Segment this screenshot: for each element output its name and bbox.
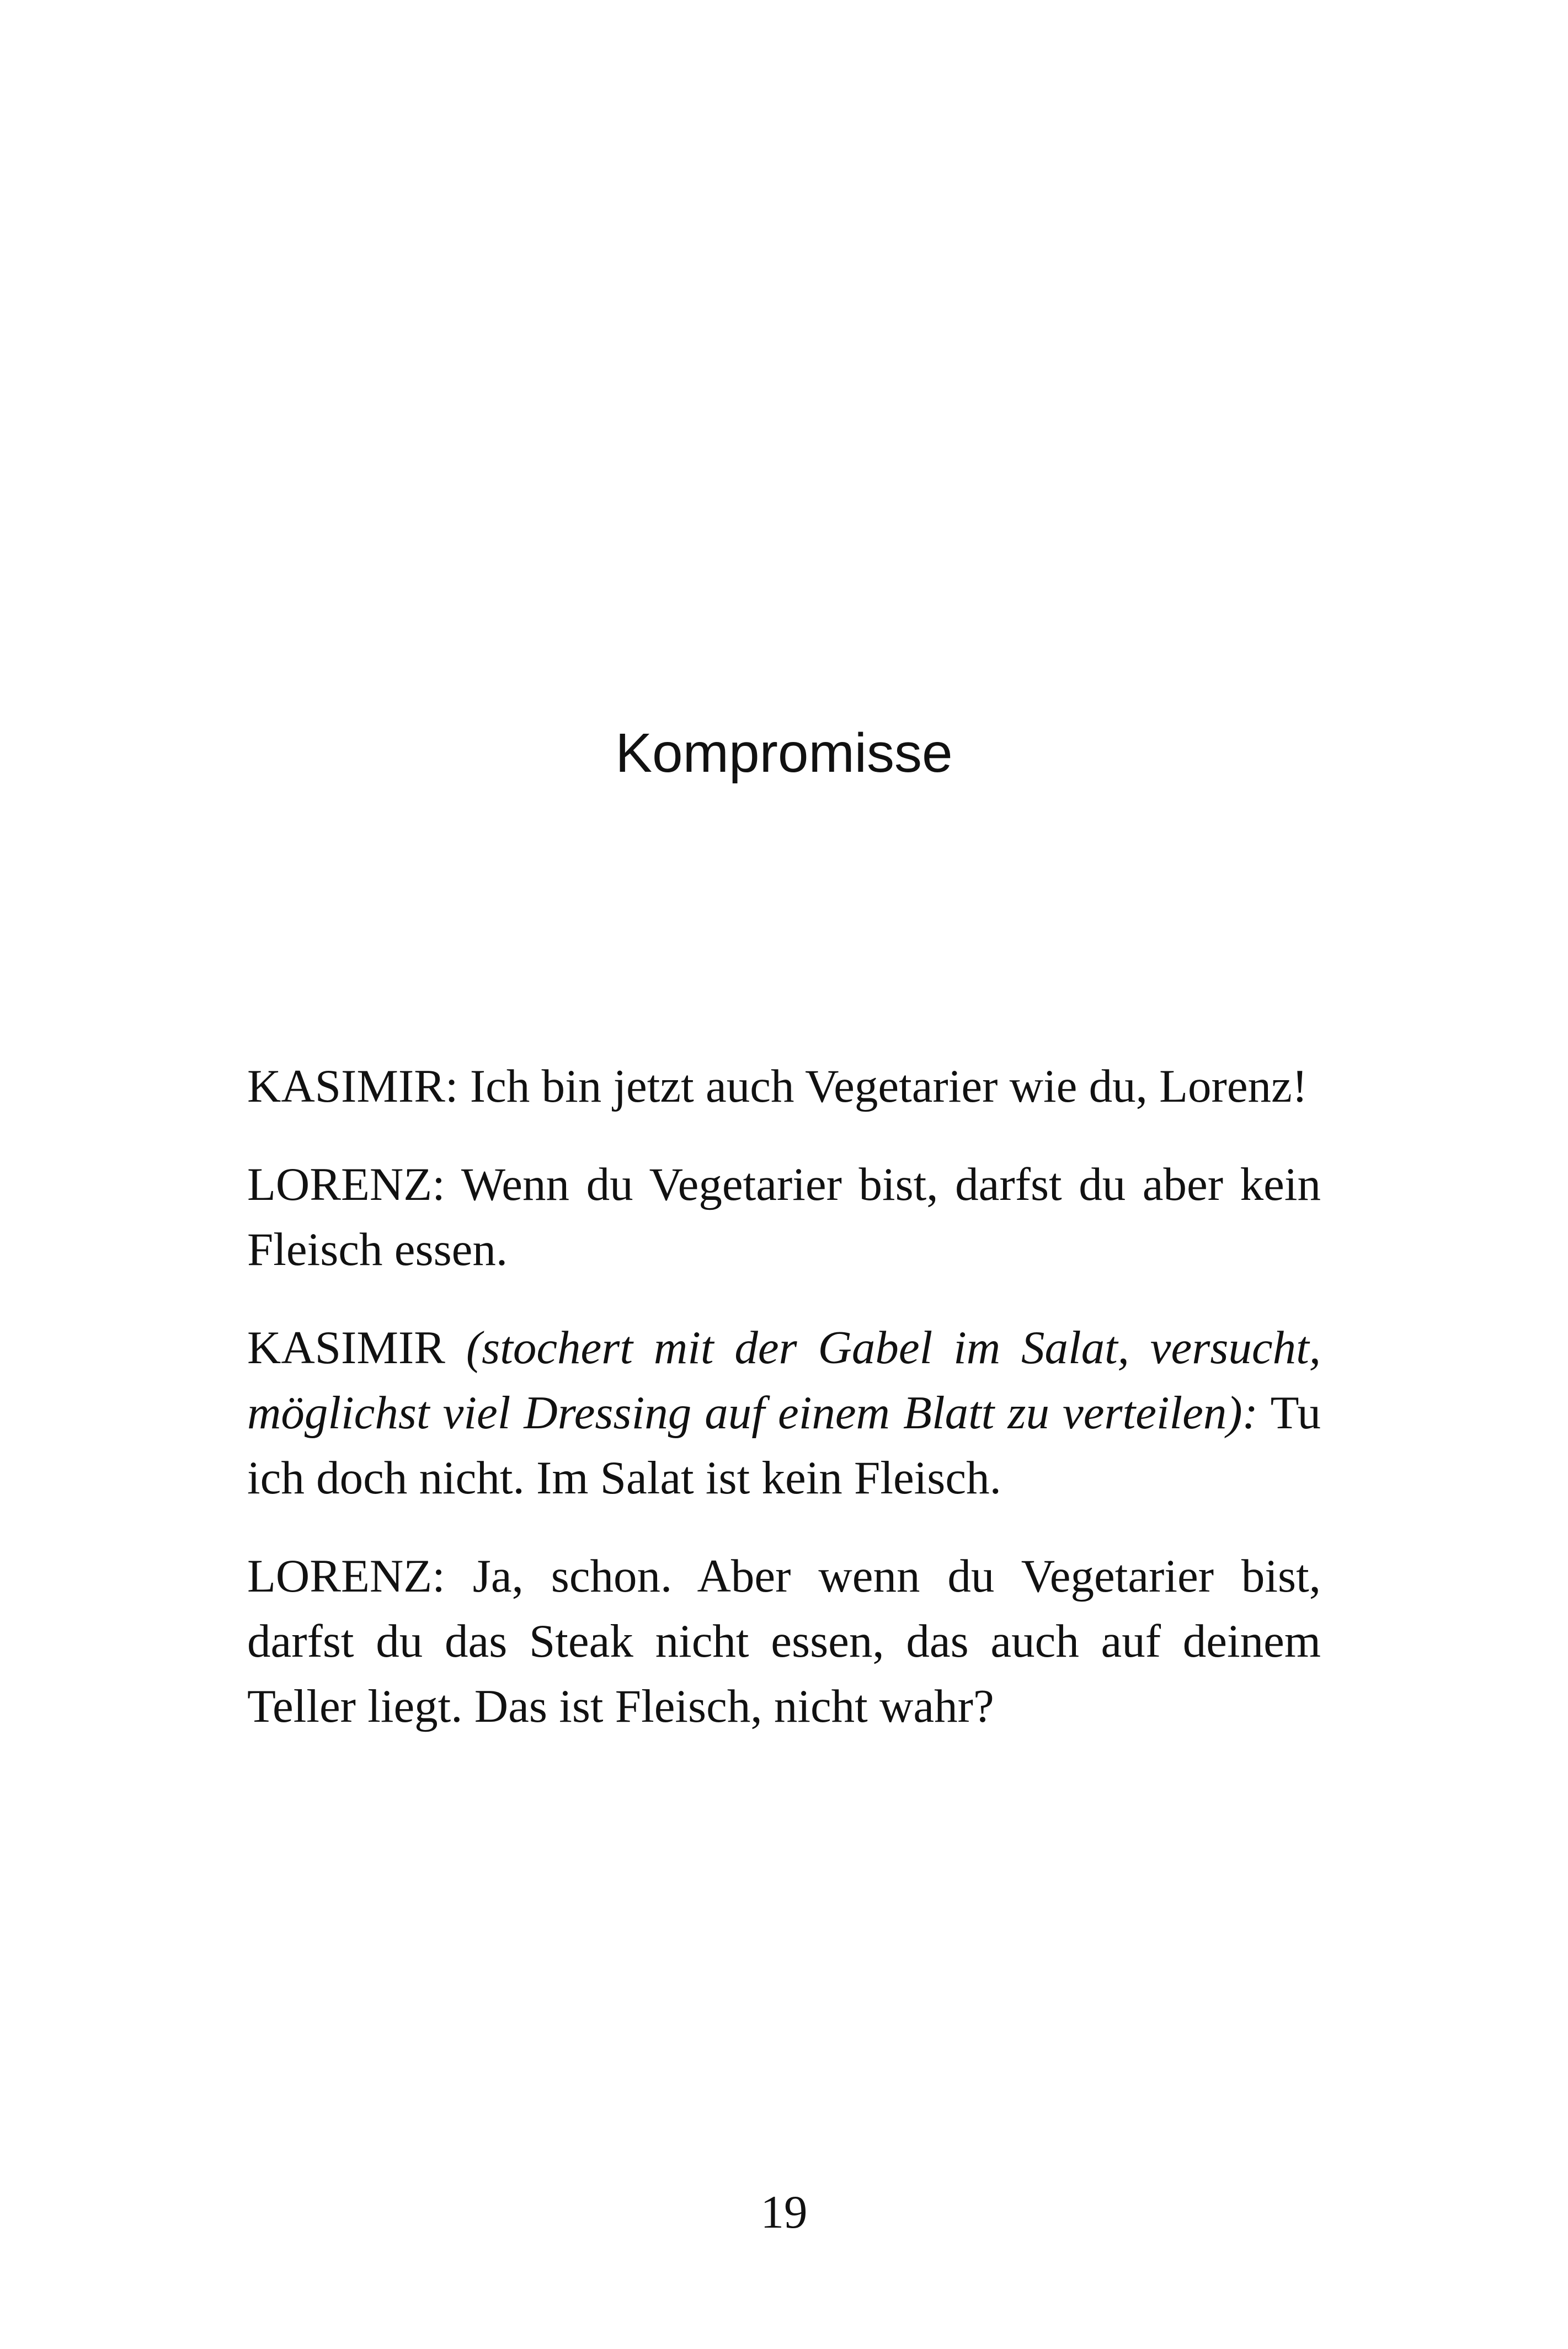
dialogue-line-1 [247, 1054, 1321, 1119]
speaker-name: LORENZ: [247, 1159, 445, 1210]
dialogue-line-3 [247, 1315, 1321, 1510]
speaker-name: LORENZ: [247, 1550, 445, 1602]
dialogue-line-4 [247, 1544, 1321, 1739]
speaker-name: KASIMIR [247, 1322, 445, 1374]
chapter-title: Kompromisse [615, 722, 953, 784]
speaker-name: KASIMIR: [247, 1060, 458, 1112]
dialogue-line-2 [247, 1152, 1321, 1282]
spoken-text: Ich bin jetzt auch Vegetarier wie du, Lorenz! [470, 1060, 1308, 1112]
stage-direction: (stochert mit der Gabel im Salat, versucht, möglichst viel Dressing auf einem Blatt zu verteilen): [247, 1322, 1321, 1439]
spoken-text: Wenn du Vegetarier bist, darfst du aber kein Fleisch essen. [247, 1159, 1321, 1275]
page-number: 19 [760, 2186, 808, 2238]
spoken-text: Tu ich doch nicht. Im Salat ist kein Fleisch. [247, 1387, 1321, 1504]
dialogue-body [247, 1054, 1321, 1772]
spoken-text: Ja, schon. Aber wenn du Vegetarier bist, darfst du das Steak nicht essen, das auch auf deinem Teller liegt. Das ist Fleisch, nicht wahr? [247, 1550, 1321, 1732]
